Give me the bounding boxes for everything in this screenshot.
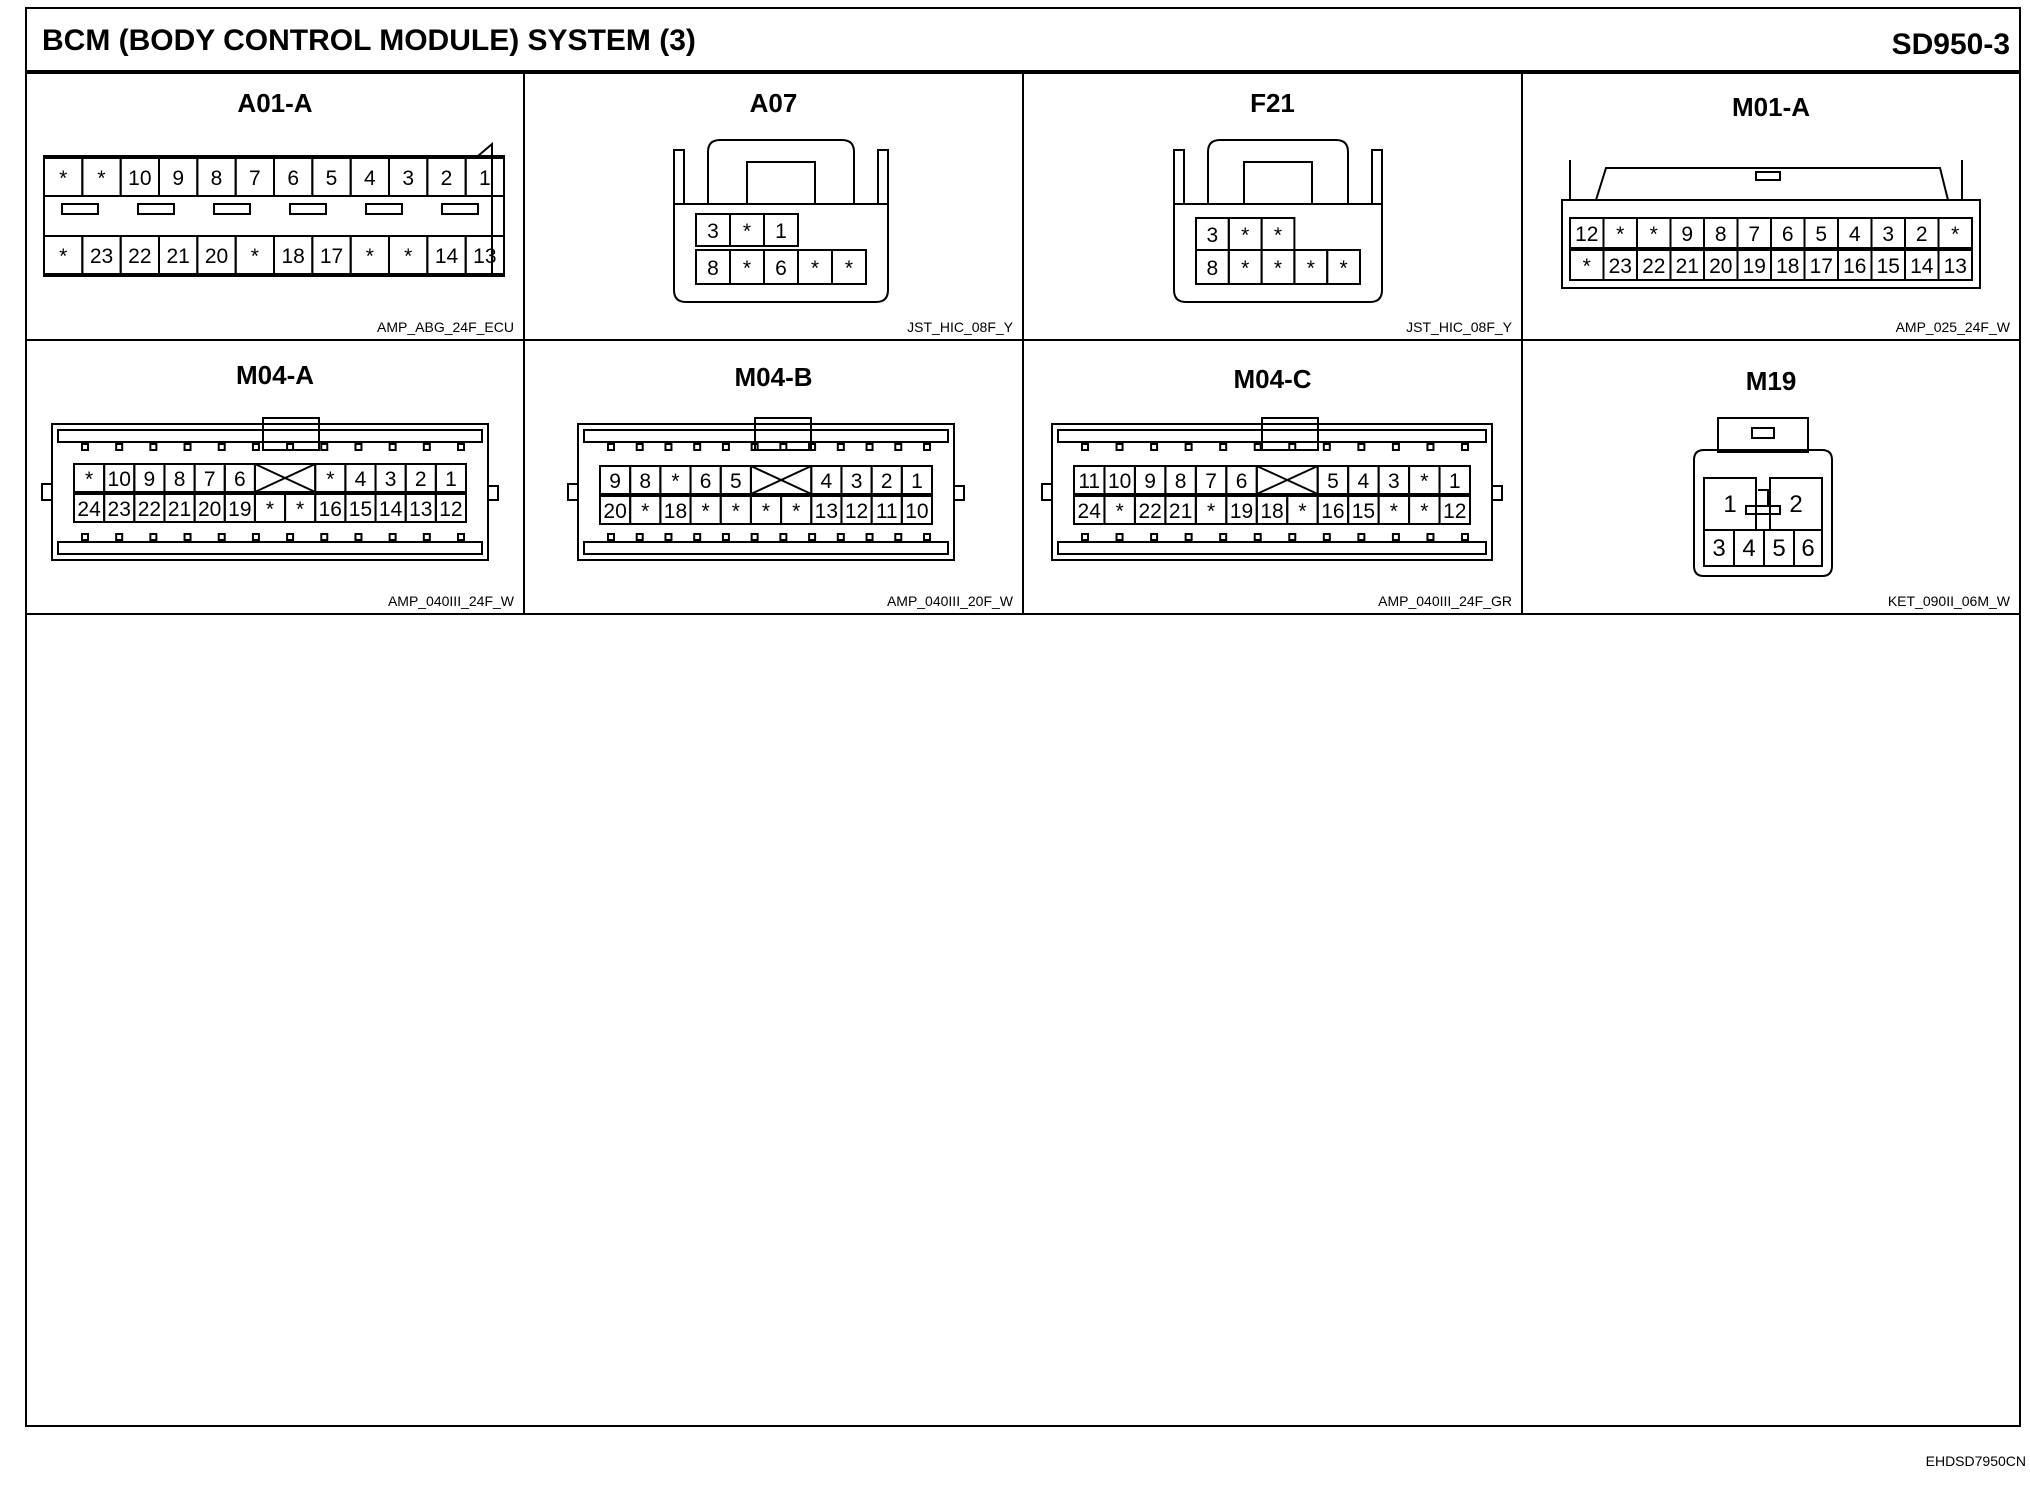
- pin-label: 8: [707, 257, 719, 280]
- terminal-dot: [116, 444, 122, 450]
- connector-M19: [1694, 366, 2011, 609]
- pin-label: 14: [434, 245, 459, 268]
- pin-label: 8: [639, 470, 652, 493]
- terminal-dot: [867, 444, 873, 450]
- terminal-dot: [390, 444, 396, 450]
- bottom-rail: [1058, 542, 1486, 554]
- pin-label: 1: [775, 220, 787, 243]
- unused-pin: *: [1420, 500, 1429, 523]
- terminal-dot: [1427, 534, 1433, 540]
- pin-label: 4: [820, 470, 833, 493]
- lock-tab: [1718, 418, 1808, 452]
- unused-pin: *: [671, 470, 680, 493]
- rail-notch: [1756, 172, 1780, 180]
- pin-label: 15: [1351, 500, 1376, 523]
- pin-label: 6: [234, 468, 246, 491]
- pin-label: 11: [875, 500, 898, 523]
- connector-name: F21: [1250, 88, 1295, 118]
- side-key: [1042, 484, 1052, 500]
- pin-label: 22: [1642, 255, 1666, 278]
- terminal-dot: [1082, 444, 1088, 450]
- pin-label: 6: [775, 257, 787, 280]
- terminal-dot: [752, 534, 758, 540]
- unused-pin: *: [1649, 223, 1658, 246]
- terminal-dot: [185, 444, 191, 450]
- unused-pin: *: [250, 245, 259, 268]
- terminal-dot: [287, 534, 293, 540]
- pin-label: 8: [210, 167, 223, 190]
- pin-label: 2: [1789, 491, 1803, 518]
- lock-tab: [755, 418, 811, 450]
- terminal-dot: [780, 444, 786, 450]
- pin-label: 13: [409, 498, 433, 521]
- terminal-dot: [1151, 444, 1157, 450]
- pin-label: 16: [318, 498, 342, 521]
- terminal-dot: [355, 444, 361, 450]
- terminal-dot: [253, 534, 259, 540]
- unused-pin: *: [1420, 470, 1429, 493]
- pin-label: 7: [203, 468, 216, 491]
- unused-pin: *: [265, 498, 275, 521]
- pin-label: 9: [172, 167, 185, 190]
- keyway-slot: [290, 204, 326, 214]
- unused-pin: *: [1241, 224, 1250, 247]
- side-key: [1492, 486, 1502, 500]
- pin-label: 19: [1229, 500, 1254, 523]
- pin-label: 14: [1910, 255, 1934, 278]
- pin-label: 13: [1943, 255, 1967, 278]
- pin-label: 22: [128, 245, 152, 268]
- unused-pin: *: [1582, 255, 1591, 278]
- unused-pin: *: [792, 500, 801, 523]
- sheet-code: SD950-3: [1891, 28, 2010, 61]
- pin-label: 18: [281, 245, 305, 268]
- unused-pin: *: [1273, 224, 1283, 247]
- terminal-dot: [809, 534, 815, 540]
- part-number: AMP_040III_24F_GR: [1378, 593, 1512, 609]
- part-number: JST_HIC_08F_Y: [907, 319, 1013, 335]
- lock-tab: [263, 418, 319, 450]
- side-key: [488, 486, 498, 500]
- pin-label: 12: [844, 500, 869, 523]
- lock-post: [1372, 150, 1382, 204]
- pin-label: 8: [1174, 470, 1187, 493]
- pin-label: 3: [850, 470, 863, 493]
- pin-label: 10: [1108, 470, 1132, 493]
- pin-label: 22: [137, 498, 162, 521]
- terminal-dot: [1358, 534, 1364, 540]
- terminal-dot: [694, 444, 700, 450]
- pin-label: 2: [414, 468, 427, 491]
- pin-label: 7: [1205, 470, 1217, 493]
- keyway-slot: [138, 204, 174, 214]
- pin-label: 15: [1876, 255, 1900, 278]
- lock-post: [1174, 150, 1184, 204]
- top-rail: [58, 430, 482, 442]
- part-number: AMP_040III_20F_W: [886, 593, 1013, 609]
- part-number: JST_HIC_08F_Y: [1406, 319, 1512, 335]
- pin-label: 22: [1138, 500, 1162, 523]
- terminal-dot: [924, 444, 930, 450]
- unused-pin: *: [701, 500, 710, 523]
- terminal-dot: [1358, 444, 1364, 450]
- unused-pin: *: [1339, 257, 1348, 280]
- pin-label: 15: [348, 498, 373, 521]
- terminal-dot: [424, 534, 430, 540]
- pin-label: 1: [445, 468, 457, 491]
- unused-pin: *: [810, 257, 820, 280]
- lock-hood: [708, 140, 854, 204]
- terminal-dot: [185, 534, 191, 540]
- terminal-dot: [1117, 444, 1123, 450]
- unused-pin: *: [404, 245, 413, 268]
- lock-hood: [1208, 140, 1348, 204]
- pin-label: 5: [1772, 535, 1786, 562]
- terminal-dot: [723, 444, 729, 450]
- terminal-dot: [253, 444, 259, 450]
- unused-pin: *: [84, 468, 94, 491]
- terminal-dot: [1255, 444, 1261, 450]
- terminal-dot: [1393, 444, 1399, 450]
- pin-label: 2: [880, 470, 893, 493]
- unused-pin: *: [1115, 500, 1124, 523]
- terminal-dot: [1462, 444, 1468, 450]
- terminal-dot: [219, 534, 225, 540]
- pin-label: 4: [1848, 223, 1861, 246]
- pin-label: 21: [1168, 500, 1193, 523]
- terminal-dot: [694, 534, 700, 540]
- pin-label: 3: [1712, 535, 1726, 562]
- unused-pin: *: [742, 257, 752, 280]
- terminal-dot: [1255, 534, 1261, 540]
- pin-label: 6: [287, 167, 300, 190]
- terminal-dot: [637, 444, 643, 450]
- pin-label: 2: [1915, 223, 1928, 246]
- terminal-dot: [82, 534, 88, 540]
- unused-pin: *: [365, 245, 374, 268]
- connector-name: A07: [749, 88, 798, 118]
- pin-label: 3: [1882, 223, 1895, 246]
- pin-label: 2: [440, 167, 453, 190]
- pin-label: 3: [402, 167, 415, 190]
- pin-label: 3: [1388, 470, 1400, 493]
- pin-label: 10: [128, 167, 152, 190]
- terminal-dot: [82, 444, 88, 450]
- terminal-dot: [1289, 534, 1295, 540]
- pin-label: 7: [1748, 223, 1761, 246]
- terminal-dot: [458, 534, 464, 540]
- unused-pin: *: [761, 500, 771, 523]
- pin-label: 3: [1206, 224, 1219, 247]
- pin-label: 21: [1675, 255, 1699, 278]
- pin-label: 6: [1801, 535, 1815, 562]
- connector-F21: [1174, 88, 1513, 335]
- unused-pin: *: [97, 167, 106, 190]
- keyway-slot: [62, 204, 98, 214]
- pin-label: 9: [1681, 223, 1694, 246]
- side-key: [954, 486, 964, 500]
- pin-label: 12: [1575, 223, 1599, 246]
- connector-name: M04-A: [235, 360, 315, 390]
- center-key: [1746, 490, 1780, 514]
- pin-label: 3: [384, 468, 397, 491]
- connector-name: M19: [1745, 366, 1797, 396]
- terminal-dot: [424, 444, 430, 450]
- pin-label: 10: [107, 468, 131, 491]
- pin-label: 17: [319, 245, 344, 268]
- pin-label: 18: [663, 500, 688, 523]
- connector-A07: [674, 88, 1014, 335]
- pin-label: 12: [1443, 500, 1467, 523]
- pin-label: 4: [363, 167, 376, 190]
- side-key: [42, 484, 52, 500]
- terminal-dot: [867, 534, 873, 540]
- terminal-dot: [1220, 444, 1226, 450]
- pin-label: 16: [1321, 500, 1345, 523]
- pin-label: 9: [609, 470, 621, 493]
- terminal-dot: [1427, 444, 1433, 450]
- terminal-dot: [924, 534, 930, 540]
- pin-label: 6: [699, 470, 712, 493]
- unused-pin: *: [1241, 257, 1250, 280]
- connector-name: M04-B: [734, 362, 813, 392]
- connector-M04-C: [1042, 364, 1512, 609]
- pin-label: 4: [354, 468, 367, 491]
- pin-label: 8: [1206, 257, 1219, 280]
- pin-label: 4: [1742, 535, 1756, 562]
- unused-pin: *: [1616, 223, 1625, 246]
- pin-label: 8: [1714, 223, 1727, 246]
- connector-M04-A: [42, 360, 515, 609]
- terminal-dot: [1082, 534, 1088, 540]
- unused-pin: *: [1273, 257, 1283, 280]
- lock-tab: [747, 162, 815, 204]
- terminal-dot: [1393, 534, 1399, 540]
- connector-name: M04-C: [1233, 364, 1312, 394]
- terminal-dot: [780, 534, 786, 540]
- bottom-rail: [584, 542, 948, 554]
- part-number: AMP_025_24F_W: [1895, 319, 2010, 335]
- pin-label: 20: [603, 500, 627, 523]
- keyway-slot: [366, 204, 402, 214]
- pin-label: 19: [1742, 255, 1766, 278]
- pin-label: 6: [1781, 223, 1794, 246]
- terminal-dot: [1186, 534, 1192, 540]
- part-number: AMP_040III_24F_W: [387, 593, 514, 609]
- pin-label: 20: [204, 245, 229, 268]
- pin-label: 1: [1723, 491, 1737, 518]
- top-rail: [584, 430, 948, 442]
- pin-label: 12: [439, 498, 463, 521]
- unused-pin: *: [641, 500, 650, 523]
- terminal-dot: [723, 534, 729, 540]
- terminal-dot: [1220, 534, 1226, 540]
- part-number: KET_090II_06M_W: [1887, 593, 2010, 609]
- terminal-dot: [321, 534, 327, 540]
- terminal-dot: [838, 444, 844, 450]
- pin-label: 3: [707, 220, 719, 243]
- pin-label: 18: [1260, 500, 1284, 523]
- lock-tab: [1244, 162, 1312, 204]
- pin-label: 5: [1327, 470, 1339, 493]
- bottom-rail: [58, 542, 482, 554]
- pin-label: 19: [228, 498, 252, 521]
- pin-label: 1: [478, 167, 491, 190]
- pin-label: 24: [1077, 500, 1101, 523]
- pin-label: 14: [378, 498, 403, 521]
- pin-label: 20: [198, 498, 222, 521]
- terminal-dot: [116, 534, 122, 540]
- unused-pin: *: [742, 220, 752, 243]
- connector-M01-A: [1562, 92, 2011, 335]
- pin-label: 23: [89, 245, 114, 268]
- terminal-dot: [150, 444, 156, 450]
- pin-label: 9: [1144, 470, 1156, 493]
- pin-label: 5: [729, 470, 742, 493]
- housing-outline: [674, 204, 888, 302]
- connector-grid: [26, 72, 2020, 614]
- connector-name: M01-A: [1731, 92, 1811, 122]
- unused-pin: *: [1389, 500, 1398, 523]
- connector-M04-B: [568, 362, 1014, 609]
- connector-A01-A: [44, 88, 514, 335]
- terminal-dot: [1324, 444, 1330, 450]
- terminal-dot: [637, 534, 643, 540]
- part-number: AMP_ABG_24F_ECU: [377, 319, 514, 335]
- pin-label: 8: [173, 468, 186, 491]
- keyway-slot: [214, 204, 250, 214]
- lock-notch: [1752, 428, 1774, 438]
- terminal-dot: [219, 444, 225, 450]
- terminal-dot: [390, 534, 396, 540]
- pin-label: 9: [143, 468, 156, 491]
- pin-label: 7: [248, 167, 261, 190]
- doc-id: EHDSD7950CN: [1925, 1453, 2026, 1469]
- pin-label: 13: [473, 245, 497, 268]
- pin-label: 24: [77, 498, 101, 521]
- keyway-slot: [442, 204, 478, 214]
- pin-label: 10: [905, 500, 929, 523]
- terminal-dot: [1117, 534, 1123, 540]
- unused-pin: *: [731, 500, 740, 523]
- terminal-dot: [1289, 444, 1295, 450]
- pin-label: 5: [1815, 223, 1828, 246]
- pin-label: 23: [107, 498, 131, 521]
- unused-pin: *: [59, 167, 68, 190]
- unused-pin: *: [59, 245, 68, 268]
- unused-pin: *: [1298, 500, 1307, 523]
- pin-label: 21: [167, 498, 192, 521]
- terminal-dot: [1324, 534, 1330, 540]
- unused-pin: *: [1306, 257, 1315, 280]
- terminal-dot: [458, 444, 464, 450]
- terminal-dot: [355, 534, 361, 540]
- top-rail: [1058, 430, 1486, 442]
- pin-label: 21: [166, 245, 190, 268]
- unused-pin: *: [326, 468, 335, 491]
- pin-label: 1: [911, 470, 923, 493]
- unused-pin: *: [844, 257, 854, 280]
- terminal-dot: [1186, 444, 1192, 450]
- unused-pin: *: [1951, 223, 1960, 246]
- unused-pin: *: [1206, 500, 1216, 523]
- pin-label: 1: [1448, 470, 1461, 493]
- terminal-dot: [287, 444, 293, 450]
- pin-label: 20: [1709, 255, 1733, 278]
- pin-label: 6: [1235, 470, 1248, 493]
- terminal-dot: [150, 534, 156, 540]
- pin-label: 23: [1608, 255, 1632, 278]
- pin-label: 11: [1078, 470, 1101, 493]
- page-title: BCM (BODY CONTROL MODULE) SYSTEM (3): [42, 24, 696, 57]
- lock-post: [674, 150, 684, 204]
- terminal-dot: [665, 534, 671, 540]
- terminal-dot: [1151, 534, 1157, 540]
- terminal-dot: [809, 444, 815, 450]
- terminal-dot: [665, 444, 671, 450]
- pin-label: 17: [1809, 255, 1833, 278]
- pin-label: 5: [325, 167, 338, 190]
- pin-label: 4: [1357, 470, 1370, 493]
- terminal-dot: [895, 534, 901, 540]
- terminal-dot: [608, 534, 614, 540]
- unused-pin: *: [296, 498, 305, 521]
- connector-name: A01-A: [237, 88, 313, 118]
- pin-label: 18: [1776, 255, 1800, 278]
- terminal-dot: [895, 444, 901, 450]
- lock-post: [878, 150, 888, 204]
- pin-label: 13: [814, 500, 839, 523]
- terminal-dot: [608, 444, 614, 450]
- terminal-dot: [1462, 534, 1468, 540]
- terminal-dot: [838, 534, 844, 540]
- side-key: [568, 484, 578, 500]
- pin-label: 16: [1843, 255, 1867, 278]
- terminal-dot: [321, 444, 327, 450]
